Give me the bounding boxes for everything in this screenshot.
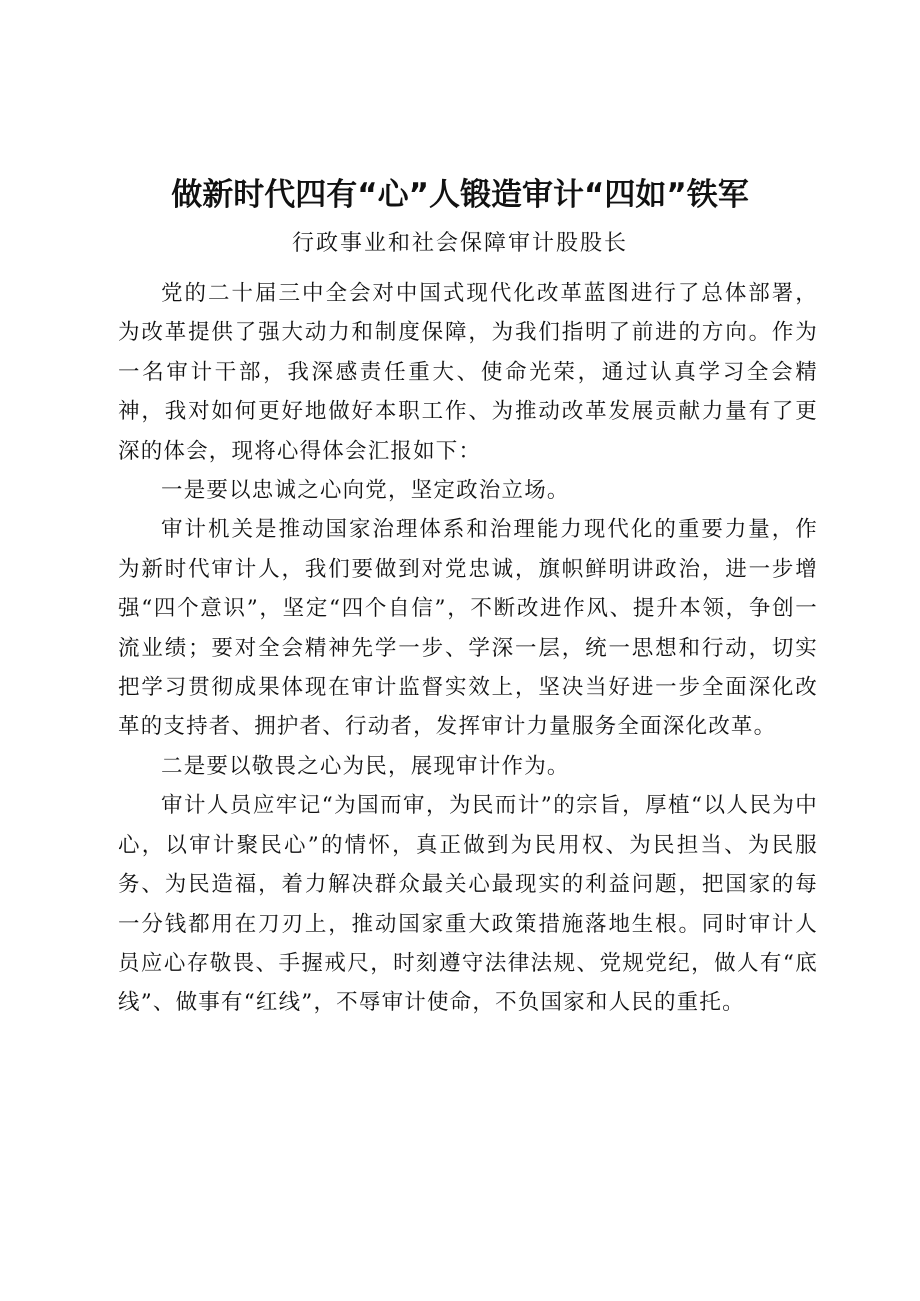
paragraph-heading-one: 一是要以忠诚之心向党，坚定政治立场。 [161,478,570,504]
document-title: 做新时代四有“心”人锻造审计“四如”铁军 [171,177,749,213]
document-body [118,274,818,1023]
paragraph-heading-two: 二是要以敬畏之心为民，展现审计作为。 [161,753,570,779]
document-subtitle: 行政事业和社会保障审计股股长 [291,231,628,256]
paragraph-loyalty: 审计机关是推动国家治理体系和治理能力现代化的重要力量，作为新时代审计人，我们要做到对党忠诚，旗帜鲜明讲政治，进一步增强“四个意识”，坚定“四个自信”，不断改进作风、提升本领，争创一流业绩；要对全会精神先学一步、学深一层，统一思想和行动，切实把学习贯彻成果体现在审计监督实效上，坚决当好进一步全面深化改革的支持者、拥护者、行动者，发挥审计力量服务全面深化改革。 [118,517,818,740]
paragraph-people: 审计人员应牢记“为国而审，为民而计”的宗旨，厚植“以人民为中心，以审计聚民心”的情怀，真正做到为民用权、为民担当、为民服务、为民造福，着力解决群众最关心最现实的利益问题，把国家的每一分钱都用在刀刃上，推动国家重大政策措施落地生根。同时审计人员应心存敬畏、手握戒尺，时刻遵守法律法规、党规党纪，做人有“底线”、做事有“红线”，不辱审计使命，不负国家和人民的重托。 [118,793,818,1016]
paragraph-intro: 党的二十届三中全会对中国式现代化改革蓝图进行了总体部署，为改革提供了强大动力和制度保障，为我们指明了前进的方向。作为一名审计干部，我深感责任重大、使命光荣，通过认真学习全会精神，我对如何更好地做好本职工作、为推动改革发展贡献力量有了更深的体会，现将心得体会汇报如下： [118,281,818,464]
